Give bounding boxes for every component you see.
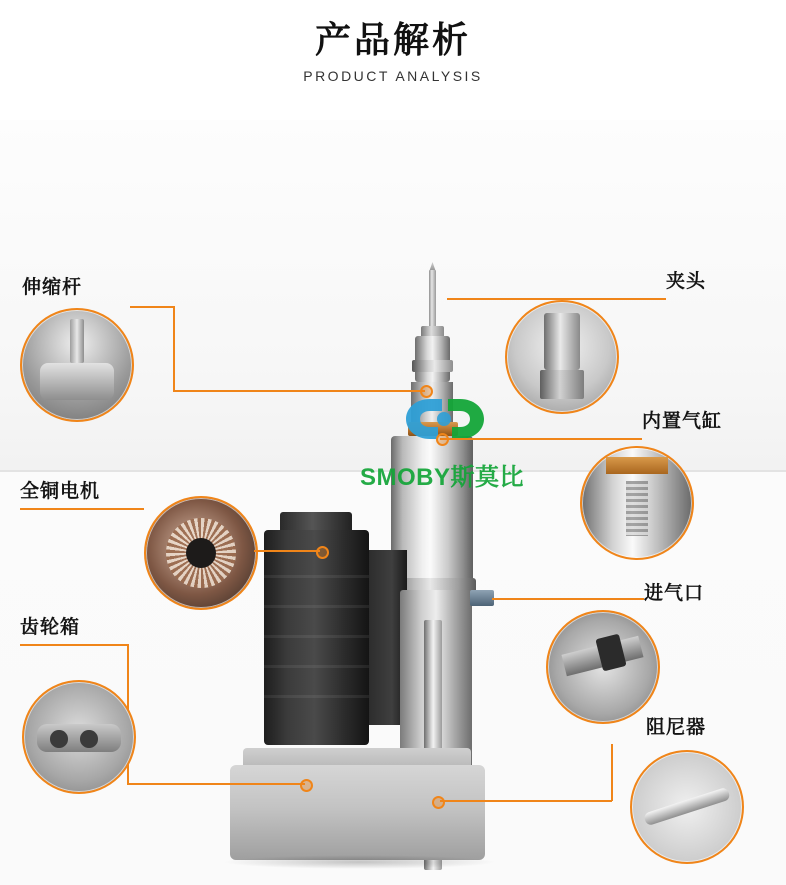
motor-fin xyxy=(264,605,369,608)
callout-bubble-telescopic-rod[interactable] xyxy=(20,308,134,422)
callout-bubble-gearbox[interactable] xyxy=(22,680,136,794)
callout-label-chuck: 夹头 xyxy=(666,271,707,292)
callout-bubble-chuck[interactable] xyxy=(505,300,619,414)
callout-line-telescopic-rod xyxy=(173,390,425,392)
page-title: 产品解析 xyxy=(314,19,471,60)
callout-bubble-built-in-cylinder[interactable] xyxy=(580,446,694,560)
callout-dot-damper xyxy=(432,796,445,809)
motor-fin xyxy=(264,575,369,578)
chuck-collar xyxy=(412,360,453,372)
callout-label-copper-motor: 全铜电机 xyxy=(20,481,101,502)
callout-line-gearbox xyxy=(20,644,128,646)
base-shadow xyxy=(222,855,497,869)
product-photo-area xyxy=(0,120,786,885)
callout-bubble-damper[interactable] xyxy=(630,750,744,864)
callout-dot-built-in-cylinder xyxy=(436,433,449,446)
callout-dot-gearbox xyxy=(300,779,313,792)
callout-line-air-inlet xyxy=(492,598,644,600)
callout-bubble-air-inlet[interactable] xyxy=(546,610,660,724)
callout-label-gearbox: 齿轮箱 xyxy=(20,617,81,638)
callout-dot-copper-motor xyxy=(316,546,329,559)
callout-line-damper xyxy=(611,744,613,801)
callout-line-telescopic-rod xyxy=(130,306,174,308)
motor-fin xyxy=(264,695,369,698)
watermark-text: SMOBY斯莫比 xyxy=(359,464,524,491)
motor-fin xyxy=(264,665,369,668)
base-plate xyxy=(230,765,485,860)
callout-bubble-copper-motor[interactable] xyxy=(144,496,258,610)
motor-fin xyxy=(264,635,369,638)
chuck-body xyxy=(415,336,450,382)
callout-label-damper: 阻尼器 xyxy=(646,717,707,738)
callout-line-copper-motor xyxy=(20,508,144,510)
callout-label-telescopic-rod: 伸缩杆 xyxy=(22,277,83,298)
callout-label-built-in-cylinder: 内置气缸 xyxy=(642,411,723,432)
page-header xyxy=(0,0,786,120)
callout-dot-telescopic-rod xyxy=(420,385,433,398)
page-subtitle: PRODUCT ANALYSIS xyxy=(303,68,483,84)
callout-line-damper xyxy=(440,800,612,802)
air-fitting xyxy=(470,590,494,606)
callout-line-built-in-cylinder xyxy=(440,438,642,440)
copper-ring xyxy=(408,422,458,436)
callout-line-gearbox xyxy=(127,783,305,785)
callout-label-air-inlet: 进气口 xyxy=(644,583,705,604)
callout-line-copper-motor xyxy=(254,550,320,552)
callout-line-telescopic-rod xyxy=(173,306,175,390)
